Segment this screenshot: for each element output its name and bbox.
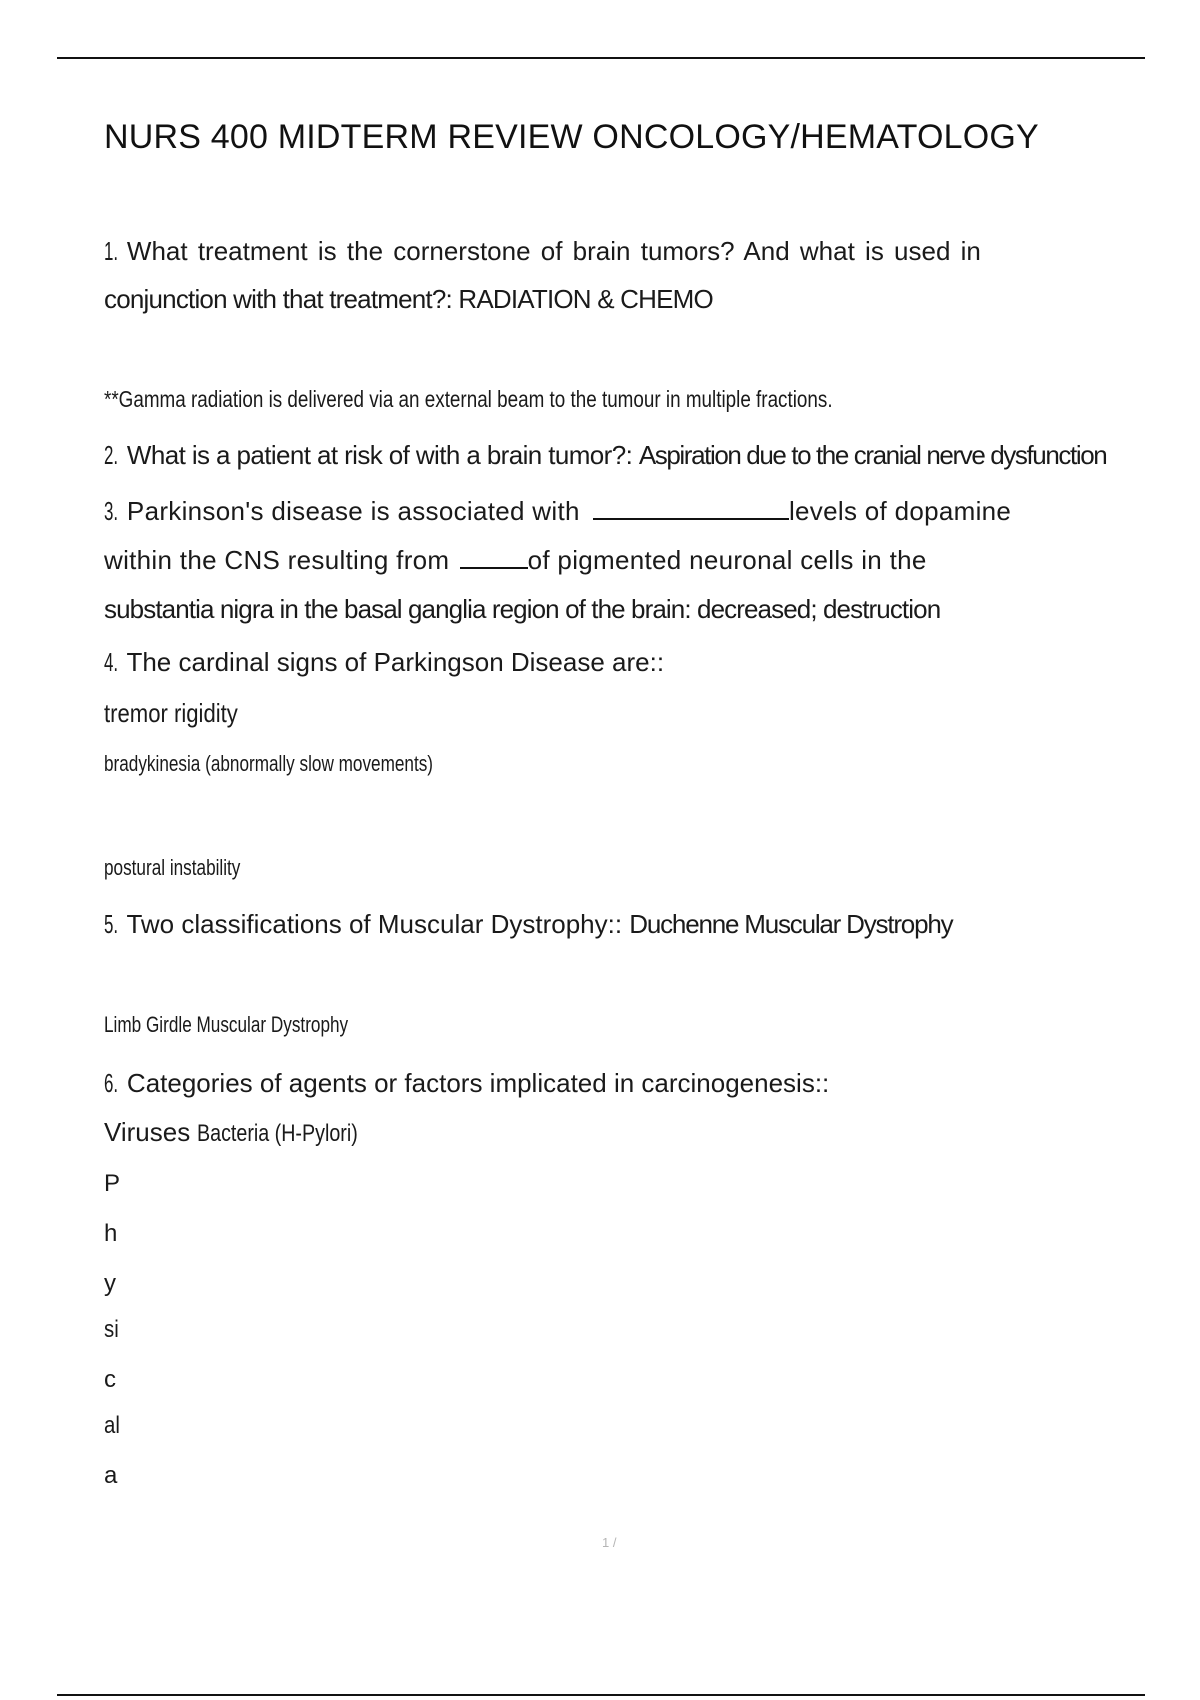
question-1-number: 1. [104,236,119,266]
question-3-text-d: of pigmented neuronal cells in the [527,545,927,575]
fragment-line: P [104,1170,121,1197]
question-4-answer-1: tremor rigidity [104,698,238,728]
fragment-line: si [104,1316,119,1343]
question-3-text-a: Parkinson's disease is associated with [126,496,580,526]
fragment-line: y [104,1270,116,1297]
fragment-line: a [104,1462,118,1489]
question-3-text-b: levels of dopamine [788,496,1012,526]
question-6-text: Categories of agents or factors implicated in carcinogenesis:: [126,1068,830,1098]
question-1-note: **Gamma radiation is delivered via an external beam to the tumour in multiple fractions. [104,386,833,412]
question-2-line [104,440,1106,471]
fragment-line: h [104,1220,118,1247]
question-4-number: 4. [104,647,119,677]
question-4-text: The cardinal signs of Parkingson Disease are:: [126,647,665,677]
question-6-number: 6. [104,1068,119,1098]
fragment-line: al [104,1412,120,1439]
question-6-answer [104,1117,393,1148]
question-6-answer-b: Bacteria (H-Pylori) [197,1120,359,1147]
question-5-answer-1: Duchenne Muscular Dystrophy [629,909,953,939]
question-4-answer-3: postural instability [104,855,241,880]
question-1-line-1 [104,236,981,267]
question-4-answer-2: bradykinesia (abnormally slow movements) [104,751,434,776]
document-title: NURS 400 MIDTERM REVIEW ONCOLOGY/HEMATOLOGY [104,118,1039,156]
question-5-number: 5. [104,909,119,939]
question-1-line-2: conjunction with that treatment?: RADIATION & CHEMO [104,284,713,314]
question-2-number: 2. [104,440,119,470]
bottom-rule [57,1694,1145,1696]
question-5-text: Two classifications of Muscular Dystrophy:: [126,909,630,939]
question-5-line [104,909,952,940]
top-rule [57,57,1145,59]
question-6-line [104,1068,829,1099]
question-1-text: What treatment is the cornerstone of brain tumors? And what is used in [126,236,981,266]
question-3-line-1 [104,496,1011,527]
question-4-line [104,647,664,678]
page-number: 1 / [602,1535,617,1550]
question-3-line-2 [104,545,927,576]
question-3-line-3: substantia nigra in the basal ganglia region of the brain: decreased; destruction [104,594,941,624]
question-3-text-c: within the CNS resulting from [104,545,450,575]
question-6-answer-a: Viruses [104,1117,198,1147]
blank-2 [460,545,528,569]
fragment-line: c [104,1366,116,1393]
blank-1 [593,496,789,520]
question-2-text: What is a patient at risk of with a brain tumor?: [126,440,639,470]
question-5-answer-2: Limb Girdle Muscular Dystrophy [104,1012,349,1037]
question-2-answer: Aspiration due to the cranial nerve dysfunction [638,440,1107,470]
question-3-number: 3. [104,496,119,526]
